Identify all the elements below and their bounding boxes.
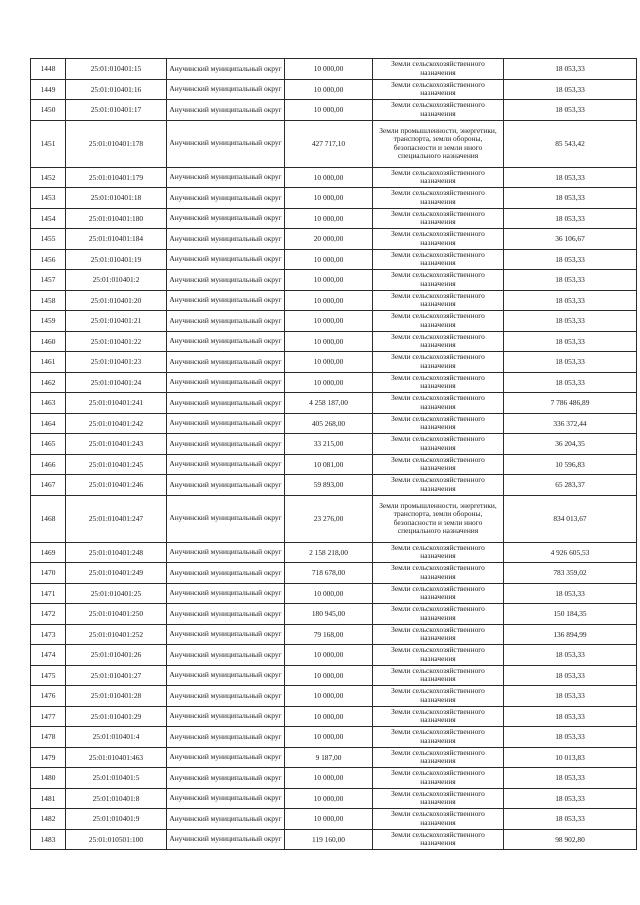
row-number-cell: 1482 [31,809,66,830]
table-row [31,706,637,727]
row-number-cell: 1471 [31,583,66,604]
cadastral-value-cell: 136 894,99 [504,624,637,645]
cadastral-number-cell: 25:01:010401:17 [66,100,167,121]
row-number-cell: 1475 [31,665,66,686]
land-category-cell: Земли сельскохозяйственного назначения [373,829,504,850]
table-row [31,290,637,311]
municipality-cell: Анучинский муниципальный округ [167,624,285,645]
row-number-cell: 1463 [31,393,66,414]
table-row [31,413,637,434]
cadastral-number-cell: 25:01:010401:180 [66,208,167,229]
cadastral-number-cell: 25:01:010401:24 [66,372,167,393]
area-cell: 10 081,00 [285,454,373,475]
land-category-cell: Земли сельскохозяйственного назначения [373,583,504,604]
municipality-cell: Анучинский муниципальный округ [167,208,285,229]
area-cell: 405 268,00 [285,413,373,434]
land-category-cell: Земли сельскохозяйственного назначения [373,604,504,625]
table-row [31,311,637,332]
municipality-cell: Анучинский муниципальный округ [167,372,285,393]
cadastral-value-cell: 18 053,33 [504,686,637,707]
municipality-cell: Анучинский муниципальный округ [167,809,285,830]
table-row [31,120,637,167]
municipality-cell: Анучинский муниципальный округ [167,542,285,563]
land-category-cell: Земли сельскохозяйственного назначения [373,727,504,748]
row-number-cell: 1467 [31,475,66,496]
table-row [31,59,637,80]
table-row [31,372,637,393]
area-cell: 10 000,00 [285,311,373,332]
table-row [31,563,637,584]
municipality-cell: Анучинский муниципальный округ [167,331,285,352]
land-category-cell: Земли сельскохозяйственного назначения [373,475,504,496]
cadastral-value-cell: 18 053,33 [504,372,637,393]
cadastral-number-cell: 25:01:010401:26 [66,645,167,666]
area-cell: 10 000,00 [285,270,373,291]
row-number-cell: 1476 [31,686,66,707]
table-row [31,79,637,100]
row-number-cell: 1460 [31,331,66,352]
area-cell: 10 000,00 [285,727,373,748]
area-cell: 10 000,00 [285,809,373,830]
table-row [31,686,637,707]
area-cell: 10 000,00 [285,686,373,707]
area-cell: 10 000,00 [285,167,373,188]
row-number-cell: 1465 [31,434,66,455]
table-row [31,542,637,563]
cadastral-value-cell: 18 053,33 [504,727,637,748]
cadastral-number-cell: 25:01:010401:18 [66,188,167,209]
area-cell: 10 000,00 [285,352,373,373]
municipality-cell: Анучинский муниципальный округ [167,475,285,496]
table-row [31,645,637,666]
land-category-cell: Земли сельскохозяйственного назначения [373,372,504,393]
table-row [31,331,637,352]
cadastral-value-cell: 336 372,44 [504,413,637,434]
row-number-cell: 1470 [31,563,66,584]
cadastral-number-cell: 25:01:010401:463 [66,747,167,768]
land-category-cell: Земли сельскохозяйственного назначения [373,434,504,455]
cadastral-value-cell: 18 053,33 [504,645,637,666]
cadastral-value-cell: 18 053,33 [504,249,637,270]
cadastral-number-cell: 25:01:010401:29 [66,706,167,727]
cadastral-number-cell: 25:01:010401:22 [66,331,167,352]
cadastral-number-cell: 25:01:010401:245 [66,454,167,475]
table-row [31,583,637,604]
land-category-cell: Земли сельскохозяйственного назначения [373,809,504,830]
cadastral-number-cell: 25:01:010401:20 [66,290,167,311]
area-cell: 10 000,00 [285,788,373,809]
row-number-cell: 1469 [31,542,66,563]
row-number-cell: 1457 [31,270,66,291]
cadastral-value-cell: 18 053,33 [504,809,637,830]
area-cell: 119 160,00 [285,829,373,850]
table-row [31,454,637,475]
cadastral-number-cell: 25:01:010401:16 [66,79,167,100]
land-category-cell: Земли сельскохозяйственного назначения [373,59,504,80]
area-cell: 9 187,00 [285,747,373,768]
row-number-cell: 1461 [31,352,66,373]
municipality-cell: Анучинский муниципальный округ [167,829,285,850]
area-cell: 180 945,00 [285,604,373,625]
cadastral-number-cell: 25:01:010401:184 [66,229,167,250]
area-cell: 10 000,00 [285,100,373,121]
cadastral-value-cell: 18 053,33 [504,706,637,727]
land-category-cell: Земли сельскохозяйственного назначения [373,788,504,809]
row-number-cell: 1456 [31,249,66,270]
cadastral-number-cell: 25:01:010401:246 [66,475,167,496]
land-category-cell: Земли сельскохозяйственного назначения [373,208,504,229]
cadastral-value-cell: 834 013,67 [504,495,637,542]
table-row [31,270,637,291]
land-category-cell: Земли сельскохозяйственного назначения [373,188,504,209]
land-category-cell: Земли сельскохозяйственного назначения [373,665,504,686]
cadastral-value-cell: 18 053,33 [504,331,637,352]
cadastral-value-cell: 18 053,33 [504,768,637,789]
land-category-cell: Земли сельскохозяйственного назначения [373,747,504,768]
cadastral-value-cell: 18 053,33 [504,188,637,209]
table-row [31,352,637,373]
land-category-cell: Земли сельскохозяйственного назначения [373,542,504,563]
cadastral-number-cell: 25:01:010501:100 [66,829,167,850]
cadastral-number-cell: 25:01:010401:243 [66,434,167,455]
cadastral-number-cell: 25:01:010401:27 [66,665,167,686]
cadastral-value-cell: 4 926 605,53 [504,542,637,563]
table-row [31,624,637,645]
area-cell: 10 000,00 [285,372,373,393]
cadastral-number-cell: 25:01:010401:21 [66,311,167,332]
municipality-cell: Анучинский муниципальный округ [167,727,285,748]
row-number-cell: 1459 [31,311,66,332]
table-row [31,167,637,188]
area-cell: 79 168,00 [285,624,373,645]
table-row [31,188,637,209]
document-page [30,58,606,850]
municipality-cell: Анучинский муниципальный округ [167,188,285,209]
municipality-cell: Анучинский муниципальный округ [167,249,285,270]
table-row [31,249,637,270]
municipality-cell: Анучинский муниципальный округ [167,290,285,311]
table-row [31,665,637,686]
area-cell: 2 158 218,00 [285,542,373,563]
area-cell: 10 000,00 [285,583,373,604]
municipality-cell: Анучинский муниципальный округ [167,270,285,291]
cadastral-number-cell: 25:01:010401:249 [66,563,167,584]
cadastral-number-cell: 25:01:010401:28 [66,686,167,707]
land-category-cell: Земли сельскохозяйственного назначения [373,270,504,291]
cadastral-number-cell: 25:01:010401:19 [66,249,167,270]
area-cell: 10 000,00 [285,249,373,270]
table-row [31,829,637,850]
row-number-cell: 1454 [31,208,66,229]
municipality-cell: Анучинский муниципальный округ [167,352,285,373]
cadastral-number-cell: 25:01:010401:250 [66,604,167,625]
cadastral-value-cell: 18 053,33 [504,100,637,121]
cadastral-number-cell: 25:01:010401:252 [66,624,167,645]
cadastral-value-cell: 10 013,83 [504,747,637,768]
row-number-cell: 1479 [31,747,66,768]
cadastral-value-cell: 85 543,42 [504,120,637,167]
row-number-cell: 1466 [31,454,66,475]
cadastral-number-cell: 25:01:010401:25 [66,583,167,604]
land-category-cell: Земли сельскохозяйственного назначения [373,352,504,373]
row-number-cell: 1451 [31,120,66,167]
land-category-cell: Земли сельскохозяйственного назначения [373,100,504,121]
land-category-cell: Земли сельскохозяйственного назначения [373,706,504,727]
land-category-cell: Земли сельскохозяйственного назначения [373,563,504,584]
land-category-cell: Земли сельскохозяйственного назначения [373,79,504,100]
cadastral-value-cell: 10 596,83 [504,454,637,475]
cadastral-value-cell: 18 053,33 [504,290,637,311]
cadastral-number-cell: 25:01:010401:2 [66,270,167,291]
cadastral-value-cell: 18 053,33 [504,167,637,188]
municipality-cell: Анучинский муниципальный округ [167,120,285,167]
table-row [31,768,637,789]
area-cell: 10 000,00 [285,79,373,100]
municipality-cell: Анучинский муниципальный округ [167,434,285,455]
cadastral-number-cell: 25:01:010401:179 [66,167,167,188]
cadastral-value-cell: 18 053,33 [504,352,637,373]
cadastral-value-cell: 98 902,80 [504,829,637,850]
cadastral-value-cell: 150 184,35 [504,604,637,625]
cadastral-number-cell: 25:01:010401:23 [66,352,167,373]
municipality-cell: Анучинский муниципальный округ [167,563,285,584]
row-number-cell: 1458 [31,290,66,311]
area-cell: 33 215,00 [285,434,373,455]
land-category-cell: Земли сельскохозяйственного назначения [373,290,504,311]
cadastral-number-cell: 25:01:010401:242 [66,413,167,434]
area-cell: 10 000,00 [285,645,373,666]
land-category-cell: Земли сельскохозяйственного назначения [373,249,504,270]
cadastral-number-cell: 25:01:010401:15 [66,59,167,80]
municipality-cell: Анучинский муниципальный округ [167,747,285,768]
cadastral-value-cell: 65 283,37 [504,475,637,496]
table-body [31,59,637,850]
area-cell: 10 000,00 [285,768,373,789]
table-row [31,788,637,809]
row-number-cell: 1473 [31,624,66,645]
table-row [31,809,637,830]
cadastral-value-cell: 18 053,33 [504,59,637,80]
municipality-cell: Анучинский муниципальный округ [167,495,285,542]
row-number-cell: 1468 [31,495,66,542]
row-number-cell: 1462 [31,372,66,393]
cadastral-number-cell: 25:01:010401:248 [66,542,167,563]
cadastral-number-cell: 25:01:010401:247 [66,495,167,542]
area-cell: 10 000,00 [285,665,373,686]
municipality-cell: Анучинский муниципальный округ [167,311,285,332]
land-category-cell: Земли промышленности, энергетики, транспорта, земли обороны, безопасности и земли иного специального назначения [373,495,504,542]
row-number-cell: 1449 [31,79,66,100]
table-row [31,100,637,121]
table-row [31,727,637,748]
municipality-cell: Анучинский муниципальный округ [167,454,285,475]
municipality-cell: Анучинский муниципальный округ [167,686,285,707]
table-row [31,434,637,455]
row-number-cell: 1448 [31,59,66,80]
row-number-cell: 1478 [31,727,66,748]
row-number-cell: 1453 [31,188,66,209]
row-number-cell: 1455 [31,229,66,250]
land-category-cell: Земли сельскохозяйственного назначения [373,768,504,789]
cadastral-value-cell: 18 053,33 [504,208,637,229]
municipality-cell: Анучинский муниципальный округ [167,665,285,686]
cadastral-number-cell: 25:01:010401:5 [66,768,167,789]
land-category-cell: Земли сельскохозяйственного назначения [373,645,504,666]
municipality-cell: Анучинский муниципальный округ [167,604,285,625]
cadastral-value-cell: 18 053,33 [504,583,637,604]
municipality-cell: Анучинский муниципальный округ [167,79,285,100]
row-number-cell: 1452 [31,167,66,188]
cadastral-number-cell: 25:01:010401:8 [66,788,167,809]
municipality-cell: Анучинский муниципальный округ [167,706,285,727]
cadastral-value-cell: 783 359,02 [504,563,637,584]
row-number-cell: 1450 [31,100,66,121]
table-row [31,604,637,625]
row-number-cell: 1474 [31,645,66,666]
cadastral-value-cell: 18 053,33 [504,665,637,686]
cadastral-number-cell: 25:01:010401:178 [66,120,167,167]
cadastral-number-cell: 25:01:010401:9 [66,809,167,830]
land-category-cell: Земли сельскохозяйственного назначения [373,311,504,332]
row-number-cell: 1472 [31,604,66,625]
land-category-cell: Земли сельскохозяйственного назначения [373,331,504,352]
land-category-cell: Земли сельскохозяйственного назначения [373,167,504,188]
cadastral-value-cell: 36 204,35 [504,434,637,455]
land-category-cell: Земли сельскохозяйственного назначения [373,686,504,707]
area-cell: 59 893,00 [285,475,373,496]
land-category-cell: Земли сельскохозяйственного назначения [373,624,504,645]
land-category-cell: Земли сельскохозяйственного назначения [373,229,504,250]
cadastral-number-cell: 25:01:010401:4 [66,727,167,748]
land-category-cell: Земли сельскохозяйственного назначения [373,413,504,434]
municipality-cell: Анучинский муниципальный округ [167,393,285,414]
cadastral-value-cell: 18 053,33 [504,788,637,809]
row-number-cell: 1480 [31,768,66,789]
row-number-cell: 1481 [31,788,66,809]
cadastral-value-cell: 7 786 486,89 [504,393,637,414]
area-cell: 427 717,10 [285,120,373,167]
table-row [31,393,637,414]
municipality-cell: Анучинский муниципальный округ [167,583,285,604]
municipality-cell: Анучинский муниципальный округ [167,413,285,434]
cadastral-value-cell: 18 053,33 [504,79,637,100]
area-cell: 10 000,00 [285,290,373,311]
cadastral-value-cell: 36 106,67 [504,229,637,250]
table-row [31,208,637,229]
area-cell: 4 258 187,00 [285,393,373,414]
table-row [31,229,637,250]
land-plots-table [30,58,637,850]
area-cell: 718 678,00 [285,563,373,584]
table-row [31,495,637,542]
area-cell: 10 000,00 [285,331,373,352]
area-cell: 23 276,00 [285,495,373,542]
municipality-cell: Анучинский муниципальный округ [167,100,285,121]
land-category-cell: Земли сельскохозяйственного назначения [373,393,504,414]
area-cell: 20 000,00 [285,229,373,250]
row-number-cell: 1477 [31,706,66,727]
cadastral-value-cell: 18 053,33 [504,270,637,291]
municipality-cell: Анучинский муниципальный округ [167,229,285,250]
row-number-cell: 1464 [31,413,66,434]
area-cell: 10 000,00 [285,208,373,229]
municipality-cell: Анучинский муниципальный округ [167,645,285,666]
table-row [31,475,637,496]
area-cell: 10 000,00 [285,706,373,727]
area-cell: 10 000,00 [285,59,373,80]
area-cell: 10 000,00 [285,188,373,209]
land-category-cell: Земли сельскохозяйственного назначения [373,454,504,475]
municipality-cell: Анучинский муниципальный округ [167,768,285,789]
municipality-cell: Анучинский муниципальный округ [167,167,285,188]
cadastral-value-cell: 18 053,33 [504,311,637,332]
municipality-cell: Анучинский муниципальный округ [167,59,285,80]
row-number-cell: 1483 [31,829,66,850]
land-category-cell: Земли промышленности, энергетики, транспорта, земли обороны, безопасности и земли иного специального назначения [373,120,504,167]
cadastral-number-cell: 25:01:010401:241 [66,393,167,414]
municipality-cell: Анучинский муниципальный округ [167,788,285,809]
table-row [31,747,637,768]
